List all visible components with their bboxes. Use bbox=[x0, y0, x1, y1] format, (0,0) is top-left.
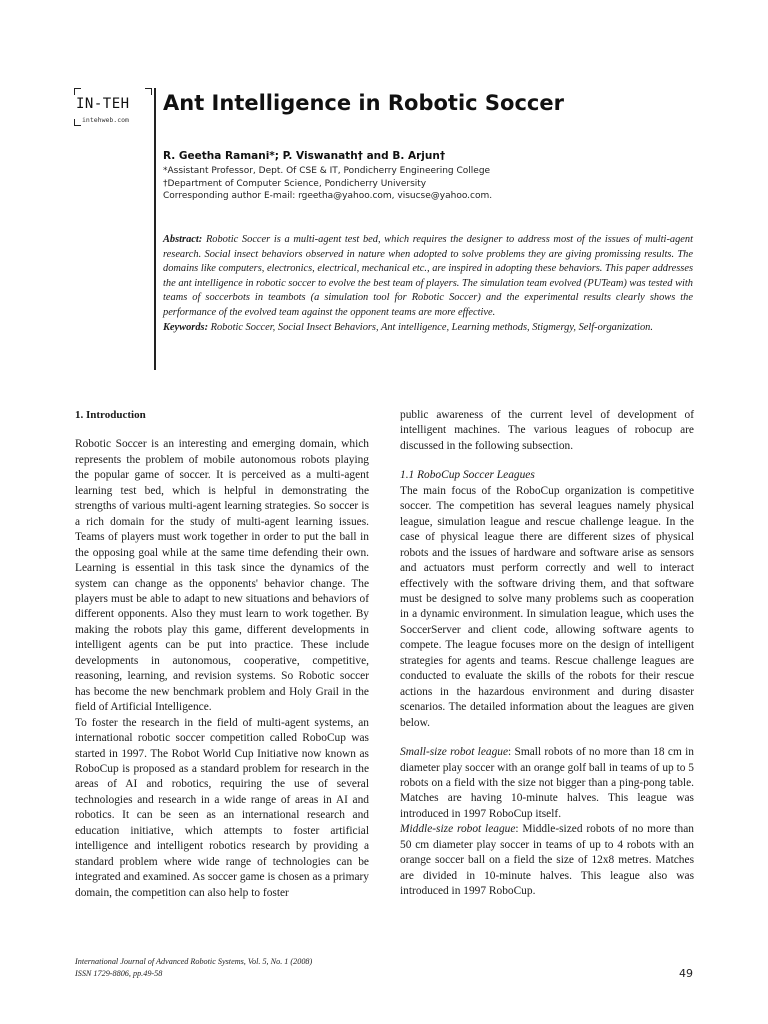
affiliation-1: *Assistant Professor, Dept. Of CSE & IT, Pondicherry Engineering College bbox=[163, 166, 491, 176]
journal-citation: International Journal of Advanced Robotic Systems, Vol. 5, No. 1 (2008) bbox=[75, 957, 313, 966]
journal-issn: ISSN 1729-8806, pp.49-58 bbox=[75, 969, 163, 978]
corresponding-author: Corresponding author E-mail: rgeetha@yahoo.com, visucse@yahoo.com. bbox=[163, 191, 493, 201]
right-column bbox=[400, 408, 694, 900]
intro-paragraph-1: Robotic Soccer is an interesting and emerging domain, which represents the problem of mobile autonomous robots playing the popular game of soccer. It is perceived as a multi-agent learning test bed, which is helpful in demonstrating the strengths of various multi-agent learning strategies. So soccer is a rich domain for the study of multi-agent learning issues. Teams of players must work together in order to put the ball in the opposing goal while at the same time defending their own. Learning is essential in this task since the dynamics of the system can change as the opponents' behavior change. The players must be able to adapt to new situations and behaviors of different opponents. Also they must learn to work together. By making the robots play this game, different developments in intelligent agents can be put into practice. These include developments in autonomous, cooperative, competitive, reasoning, learning, and revision systems. So Robotic soccer has become the new benchmark problem and Holy Grail in the field of Artificial Intelligence. bbox=[75, 438, 369, 714]
section-heading: 1. Introduction bbox=[75, 409, 146, 421]
abstract-block bbox=[163, 233, 693, 335]
logo-url: intehweb.com bbox=[82, 116, 129, 124]
middle-size-league-paragraph bbox=[400, 822, 694, 899]
journal-footer bbox=[75, 956, 312, 980]
paper-title: Ant Intelligence in Robotic Soccer bbox=[163, 91, 564, 115]
small-size-league-label: Small-size robot league bbox=[400, 746, 509, 759]
middle-size-league-label: Middle-size robot league bbox=[400, 823, 516, 836]
small-size-league-text: : Small robots of no more than 18 cm in diameter play soccer with an orange golf ball in teams of up to 5 robots on a field with the size not bigger than a ping-pong table. Matches are having 10-minute halves. This league was introduced in 1997 RoboCup itself. bbox=[400, 746, 694, 820]
abstract-label: Abstract: bbox=[163, 234, 203, 245]
logo-bracket-bottom-left bbox=[74, 119, 81, 126]
logo-bracket-top-left bbox=[74, 88, 81, 95]
middle-size-league-text: : Middle-sized robots of no more than 50 cm diameter play soccer in teams of up to 4 robots with an orange soccer ball on a field the size of 12x8 metres. Matches are divided in 10-minute halves. This league also was introduced in 1997 RoboCup. bbox=[400, 823, 694, 898]
publisher-logo bbox=[74, 88, 152, 126]
page-number: 49 bbox=[679, 967, 693, 980]
header-divider bbox=[154, 88, 156, 370]
intro-continuation: public awareness of the current level of development of intelligent machines. The various leagues of robocup are discussed in the following subsection. bbox=[400, 409, 694, 452]
leagues-paragraph: The main focus of the RoboCup organization is competitive soccer. The competition has several leagues namely physical league, simulation league and rescue challenge league. In the case of physical league there are different sizes of physical robots and the issues of hardware and software arise as sensors and actuators must perform correctly and well to interact effectively with the software driving them, and that software must be designed to solve many problems such as cooperation in a dynamic environment. In simulation league, which uses the SoccerServer and client code, allowing software agents to compete. The league focuses more on the design of intelligent strategies for agents and teams. Rescue challenge leagues are conducted to evaluate the skills of the robots for their rescue actions in the hazardous environment and during disaster scenarios. The detailed information about the leagues are given below. bbox=[400, 484, 694, 729]
keywords-text: Robotic Soccer, Social Insect Behaviors, Ant intelligence, Learning methods, Stigmergy, Self-organization. bbox=[210, 321, 653, 333]
subsection-heading: 1.1 RoboCup Soccer Leagues bbox=[400, 469, 535, 482]
logo-bracket-top-right bbox=[145, 88, 152, 95]
intro-paragraph-2: To foster the research in the field of multi-agent systems, an international robotic soccer competition called RoboCup was started in 1997. The Robot World Cup Initiative now known as RoboCup is proposed as a standard problem for research in the areas of AI and robotics, requiring the use of several technologies and research in a wide range of areas in AI and robotics. It can be seen as an international research and education initiative, which attempts to foster artificial intelligence and intelligent robotics research by providing a standard problem where wide range of technologies can be integrated and examined. As soccer game is chosen as a primary domain, the competition can also help to foster bbox=[75, 716, 369, 899]
author-list: R. Geetha Ramani*; P. Viswanath† and B. Arjun† bbox=[163, 150, 446, 162]
small-size-league-paragraph bbox=[400, 745, 694, 822]
abstract-text: Robotic Soccer is a multi-agent test bed, which requires the designer to address most of the issues of multi-agent research. Social insect behaviors observed in nature when adopted to solve problems they are giving promissing results. The domains like computers, electronics, electrical, mechanical etc., are inspired in adopting these behaviors. This paper addresses the ant intelligence in robotic soccer to evolve the best team of players. The simulation team evolved (PUTeam) was tested with teams of soccerbots in teambots (a simulation tool for Robotic Soccer) and the experimental results clearly shows the performance of the evolved team against the opponent teams are more effective. bbox=[163, 234, 693, 318]
left-column bbox=[75, 408, 369, 901]
affiliation-2: †Department of Computer Science, Pondicherry University bbox=[163, 179, 427, 189]
logo-name: IN-TEH bbox=[76, 96, 130, 112]
keywords-label: Keywords: bbox=[163, 321, 209, 333]
